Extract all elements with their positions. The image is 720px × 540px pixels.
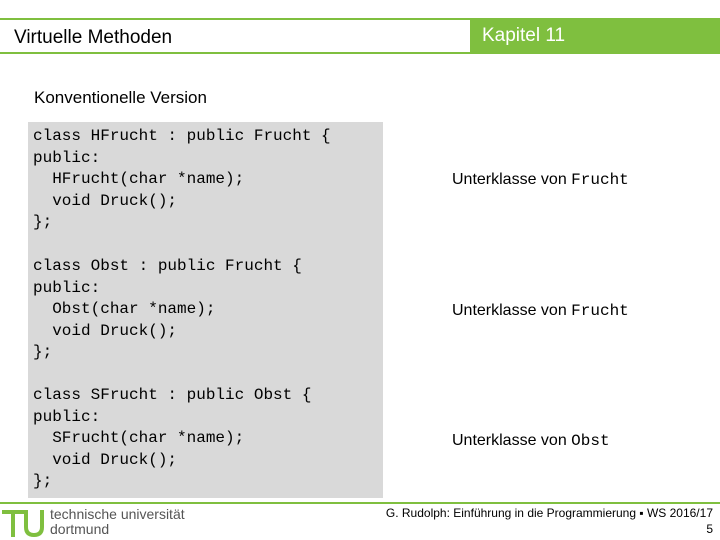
code-block-sfrucht bbox=[33, 385, 311, 493]
annotation-class-name: Frucht bbox=[571, 302, 629, 320]
header-title-bar bbox=[0, 18, 470, 54]
university-name bbox=[50, 507, 185, 537]
code-line: }; bbox=[33, 343, 53, 362]
code-line: HFrucht(char *name); bbox=[33, 170, 245, 189]
annotation-class-name: Obst bbox=[571, 432, 610, 450]
code-line: public: bbox=[33, 278, 101, 297]
tu-logo-icon bbox=[2, 506, 46, 538]
annotation-obst bbox=[452, 302, 629, 320]
code-line: void Druck(); bbox=[33, 321, 178, 340]
code-line: }; bbox=[33, 213, 53, 232]
code-line: void Druck(); bbox=[33, 450, 178, 469]
code-line: void Druck(); bbox=[33, 191, 178, 210]
chapter-label: Kapitel 11 bbox=[482, 25, 566, 46]
annotation-text: Unterklasse von bbox=[452, 171, 572, 188]
code-block-obst bbox=[33, 256, 302, 364]
section-subtitle: Konventionelle Version bbox=[34, 88, 207, 107]
annotation-text: Unterklasse von bbox=[452, 302, 572, 319]
footer-credit bbox=[386, 505, 713, 537]
code-line: class Obst : public Frucht { bbox=[33, 257, 302, 275]
university-line-2: dortmund bbox=[50, 521, 110, 537]
university-line-1: technische universität bbox=[50, 506, 185, 522]
annotation-hfrucht bbox=[452, 171, 629, 189]
code-line: SFrucht(char *name); bbox=[33, 429, 245, 448]
slide-title: Virtuelle Methoden bbox=[14, 27, 173, 48]
annotation-text: Unterklasse von bbox=[452, 432, 572, 449]
chapter-badge bbox=[470, 18, 720, 54]
code-line: public: bbox=[33, 407, 101, 426]
code-line: }; bbox=[33, 472, 53, 491]
code-line: public: bbox=[33, 148, 101, 167]
footer-divider bbox=[0, 502, 720, 504]
page-number: 5 bbox=[706, 522, 713, 536]
code-line: Obst(char *name); bbox=[33, 300, 216, 319]
annotation-sfrucht bbox=[452, 432, 610, 450]
code-line: class HFrucht : public Frucht { bbox=[33, 127, 331, 145]
code-block-hfrucht bbox=[33, 126, 331, 234]
annotation-class-name: Frucht bbox=[571, 171, 629, 189]
code-line: class SFrucht : public Obst { bbox=[33, 386, 312, 404]
course-credit: G. Rudolph: Einführung in die Programmierung ▪ WS 2016/17 bbox=[385, 506, 713, 520]
